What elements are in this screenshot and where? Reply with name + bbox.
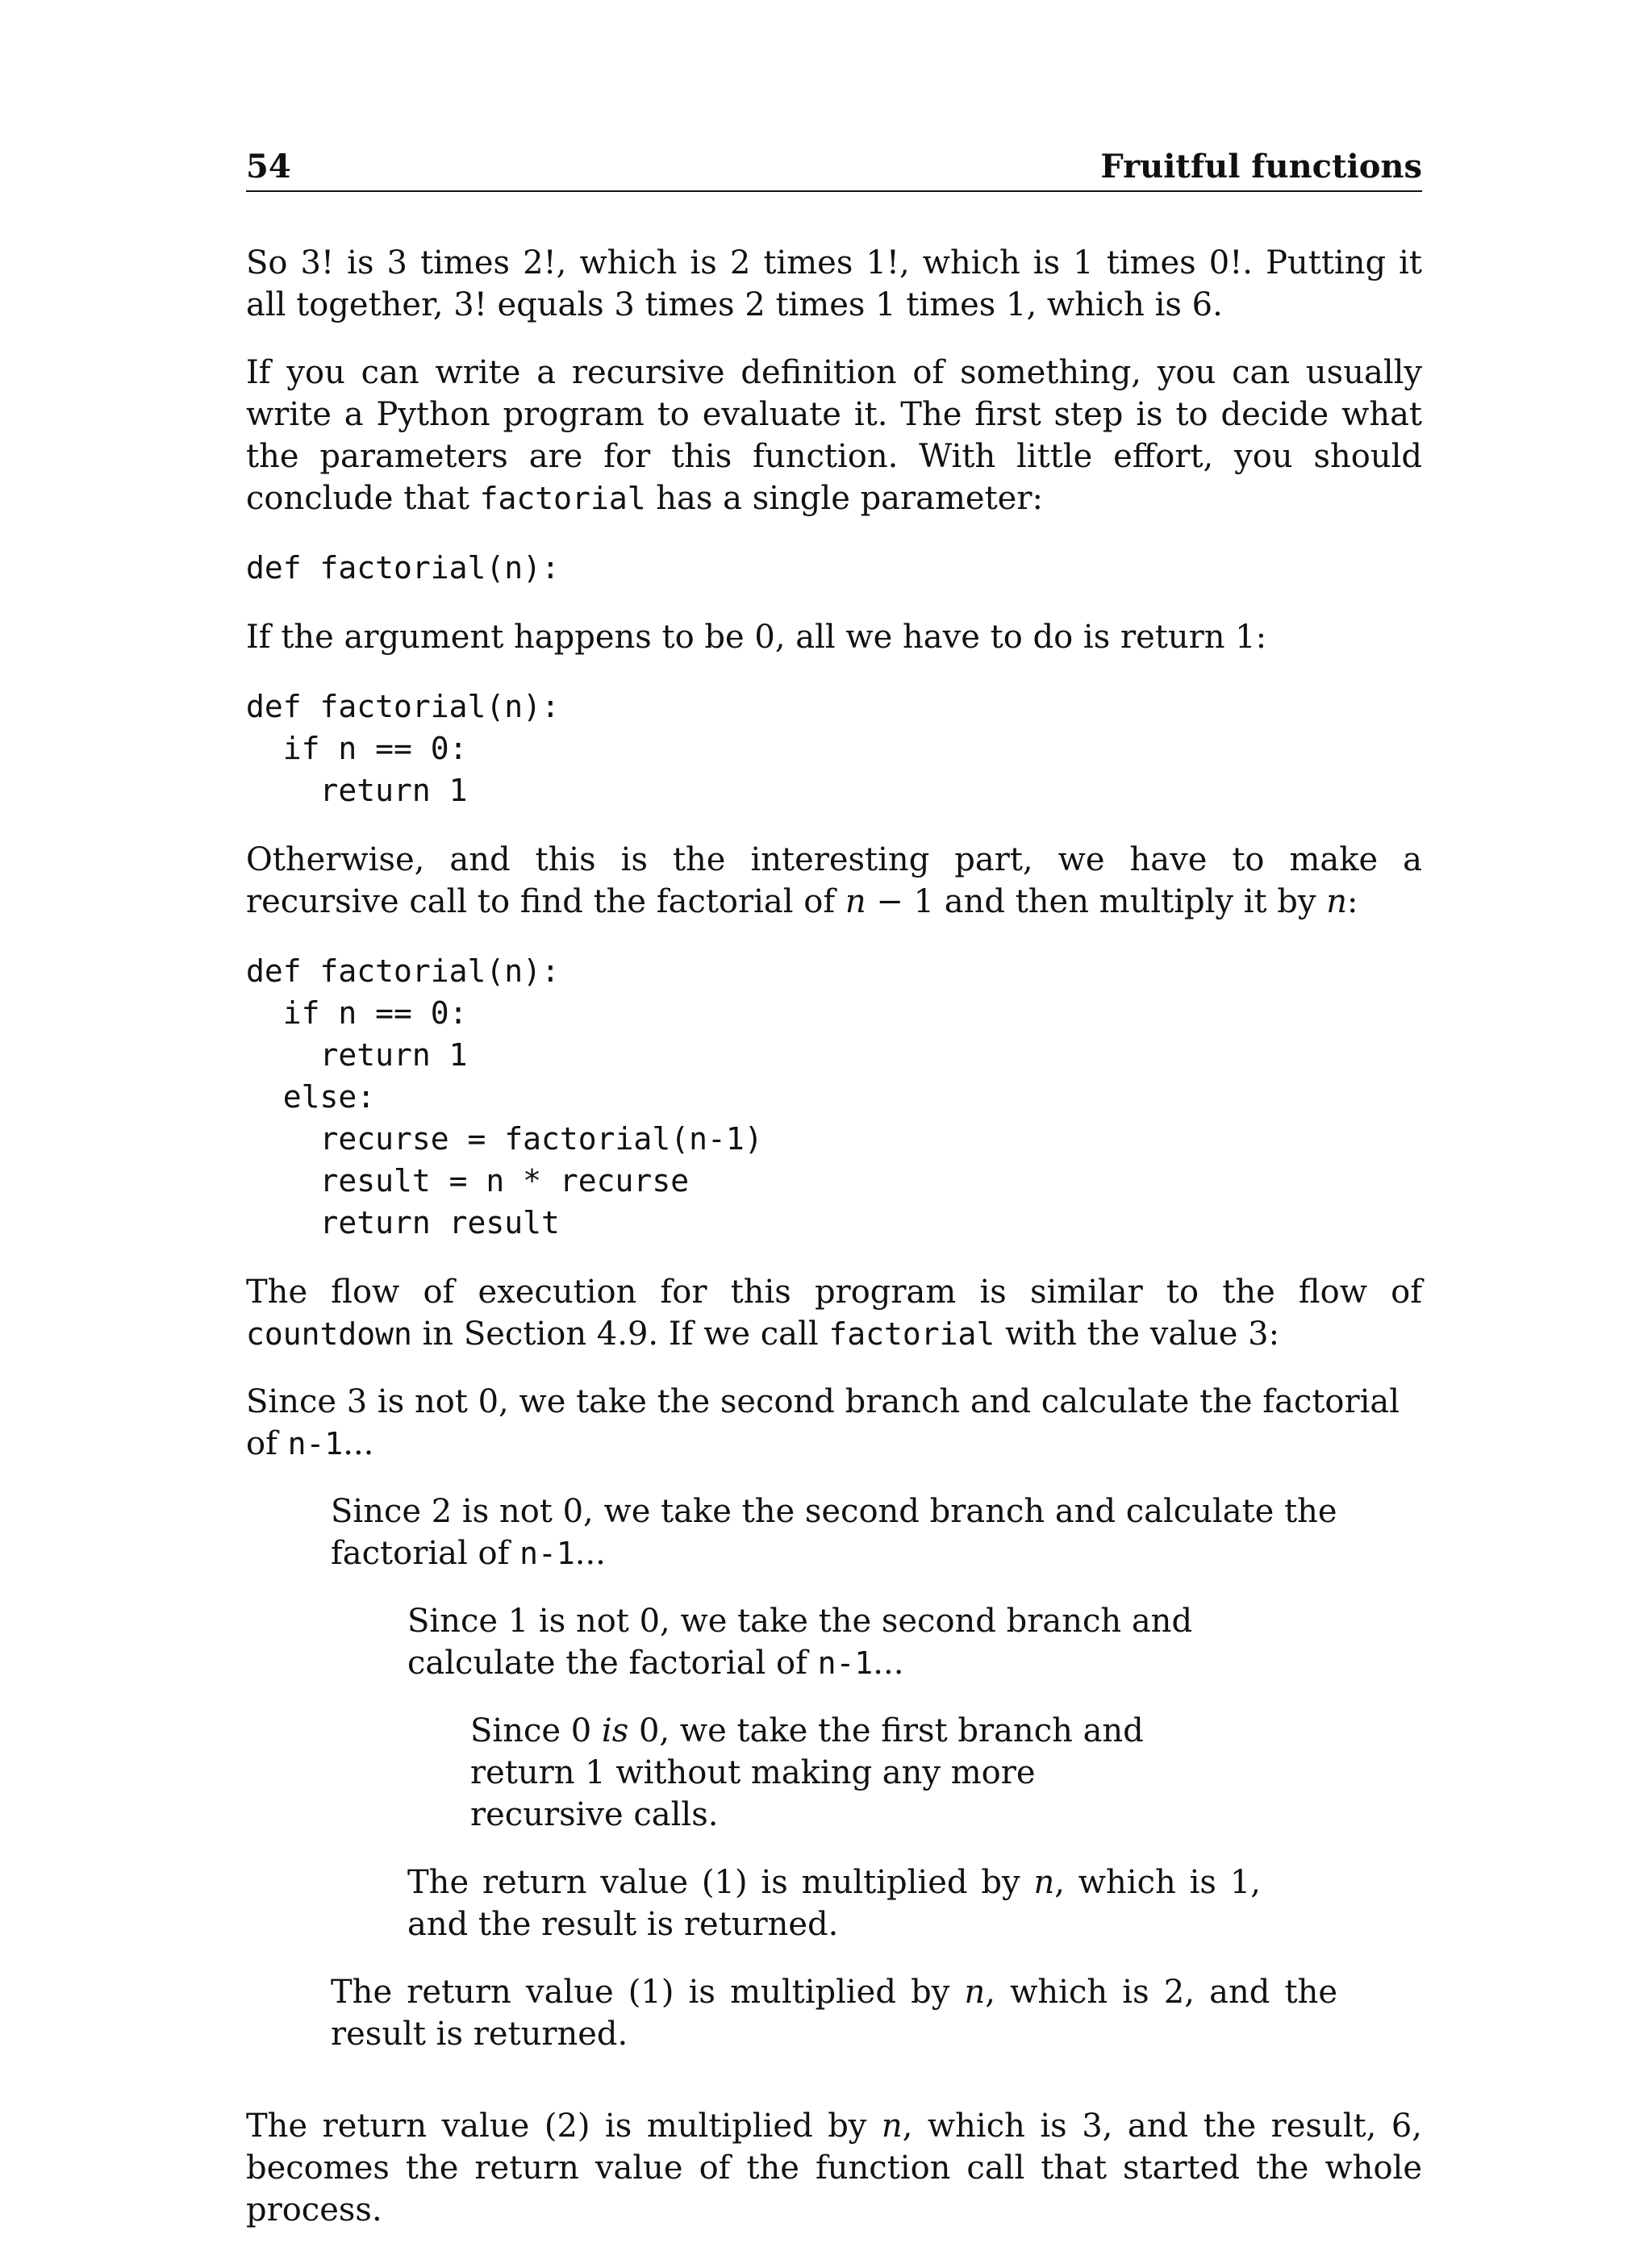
math-n: n — [1326, 883, 1347, 920]
inline-code: n-1 — [519, 1536, 575, 1571]
code-block-signature: def factorial(n): — [246, 550, 560, 586]
inline-code: factorial — [828, 1316, 995, 1352]
paragraph-base-case: If the argument happens to be 0, all we have to do is return 1: — [246, 619, 1267, 656]
page-number: 54 — [246, 148, 291, 186]
math-n: n — [1033, 1864, 1055, 1901]
paragraph-recursive-case: Otherwise, and this is the interesting part, we have to make a recursive call to find the factorial of n − 1 and then multiply it by n: — [246, 841, 1422, 920]
code-block-base-case: def factorial(n): if n == 0: return 1 — [246, 689, 560, 808]
trace-level-2: Since 2 is not 0, we take the second branch and calculate the factorial of n-1... — [331, 1493, 1337, 1572]
emphasis: is — [601, 1712, 629, 1749]
inline-code: factorial — [479, 481, 646, 516]
paragraph-factorial-expansion: So 3! is 3 times 2!, which is 2 times 1!, which is 1 times 0!. Putting it all together, 3! equals 3 times 2 times 1 times 1, which is 6. — [246, 244, 1422, 323]
inline-code: n-1 — [817, 1645, 874, 1681]
trace-level-3: Since 1 is not 0, we take the second branch and calculate the factorial of n-1... — [407, 1603, 1193, 1682]
trace-level-1: Since 3 is not 0, we take the second branch and calculate the factorial of n-1... — [246, 1383, 1400, 1462]
running-header — [246, 147, 1422, 192]
paragraph-flow-of-execution: The flow of execution for this program is similar to the flow of countdown in Section 4.9. If we call factorial with the value 3: — [246, 1274, 1422, 1353]
chapter-title: Fruitful functions — [1100, 148, 1422, 186]
book-page — [246, 147, 1422, 2231]
code-block-full-factorial: def factorial(n): if n == 0: return 1 else: recurse = factorial(n-1) result = n * recurse return result — [246, 953, 763, 1240]
math-n: n — [845, 883, 866, 920]
inline-code: n-1 — [287, 1426, 344, 1461]
trace-return-level-1: The return value (2) is multiplied by n, which is 3, and the result, 6, becomes the return value of the function call that started the whole process. — [246, 2108, 1422, 2229]
inline-code: countdown — [246, 1316, 412, 1352]
trace-level-4: Since 0 is 0, we take the first branch and return 1 without making any more recursive calls. — [470, 1712, 1144, 1833]
trace-return-level-3: The return value (1) is multiplied by n, which is 1, and the result is returned. — [407, 1864, 1261, 1943]
math-n: n — [964, 1974, 986, 2011]
trace-return-level-2: The return value (1) is multiplied by n, which is 2, and the result is returned. — [331, 1974, 1337, 2053]
paragraph-recursive-definition: If you can write a recursive definition of something, you can usually write a Python program to evaluate it. The first step is to decide what the parameters are for this function. With little effort, you should conclude that factorial has a single parameter: — [246, 354, 1422, 517]
math-n: n — [881, 2108, 903, 2145]
